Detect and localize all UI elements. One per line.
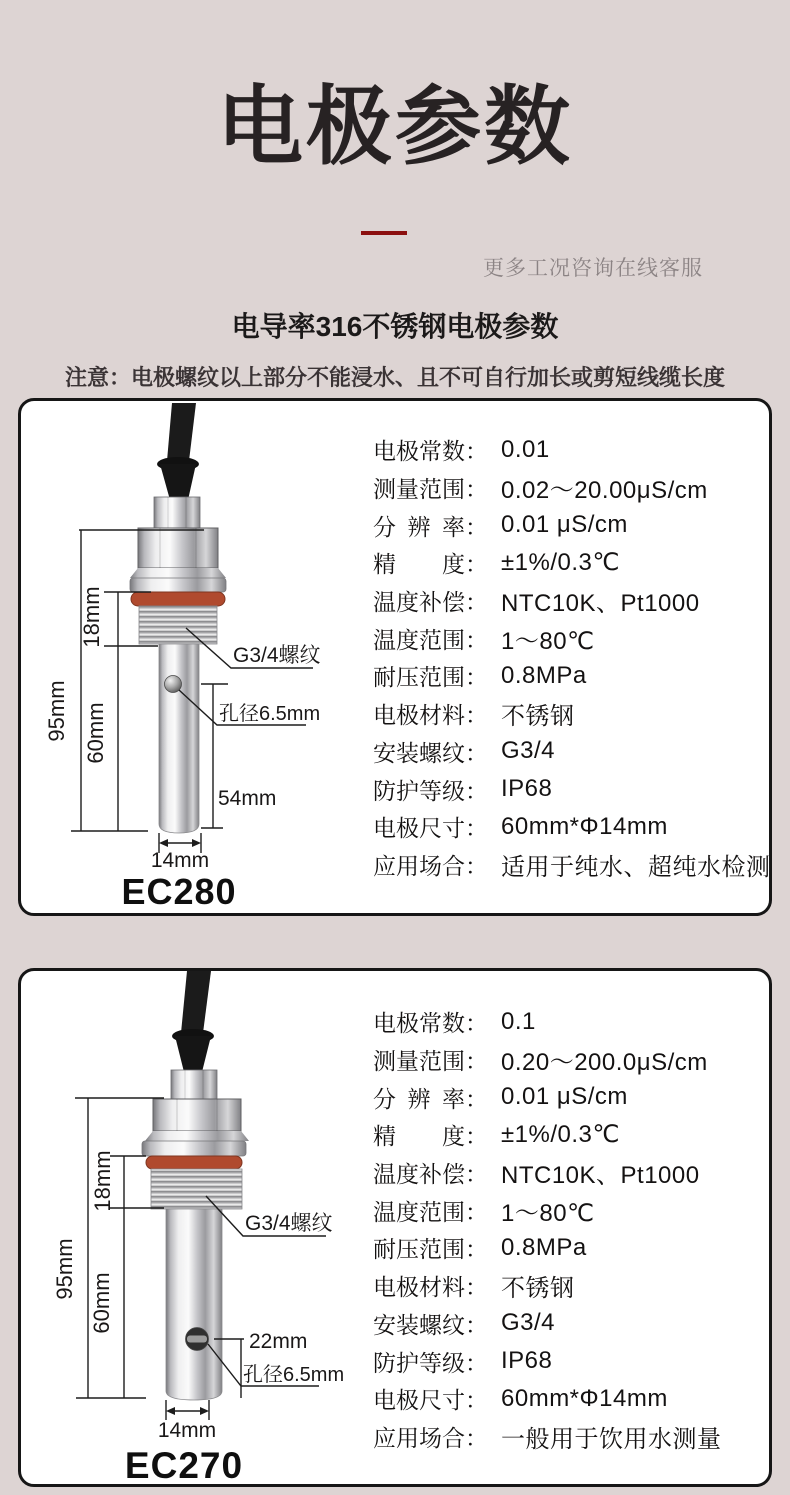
dimension-label-probe-length: 60mm xyxy=(83,702,108,764)
spec-list xyxy=(373,431,771,883)
spec-row xyxy=(373,431,771,469)
spec-label: 应用场合 xyxy=(373,852,465,879)
spec-row xyxy=(373,469,771,507)
o-ring xyxy=(131,592,225,606)
spec-colon: ： xyxy=(465,1161,488,1188)
spec-label: 精度 xyxy=(373,551,465,578)
spec-row xyxy=(373,657,771,695)
probe-hole xyxy=(165,676,182,693)
spec-label: 分辨率 xyxy=(373,1085,465,1112)
o-ring xyxy=(146,1156,242,1169)
spec-colon: ： xyxy=(465,513,488,540)
spec-value: 适用于纯水、超纯水检测 xyxy=(501,853,771,881)
spec-label: 电极常数 xyxy=(373,438,465,465)
hole-diameter-label: 孔径6.5mm xyxy=(219,703,321,725)
spec-colon: ： xyxy=(465,815,488,842)
spec-label: 电极尺寸 xyxy=(373,1387,465,1414)
spec-label: 电极材料 xyxy=(373,1274,465,1301)
probe-shaft xyxy=(166,1209,222,1400)
spec-row xyxy=(373,1229,722,1267)
spec-value: NTC10K、Pt1000 xyxy=(501,590,700,618)
spec-value: G3/4 xyxy=(501,737,556,765)
spec-row xyxy=(373,1041,722,1079)
spec-value: IP68 xyxy=(501,775,553,803)
spec-value: 0.8MPa xyxy=(501,661,587,689)
spec-value: NTC10K、Pt1000 xyxy=(501,1162,700,1190)
spec-row xyxy=(373,582,771,620)
thread-type-label: G3/4螺纹 xyxy=(233,644,321,667)
dimension-label-thread-section: 18mm xyxy=(79,586,104,648)
spec-row xyxy=(373,506,771,544)
spec-value: 60mm*Φ14mm xyxy=(501,1384,668,1412)
spec-row xyxy=(373,1267,722,1305)
spec-value: ±1%/0.3℃ xyxy=(501,549,620,577)
section-subtitle: 电导率316不锈钢电极参数 xyxy=(231,311,559,342)
spec-row xyxy=(373,733,771,771)
probe-shaft xyxy=(159,644,199,833)
model-name: EC280 xyxy=(121,871,237,912)
spec-value: 0.02～20.00μS/cm xyxy=(501,477,708,505)
dimension-label-thread-section: 18mm xyxy=(90,1150,115,1212)
spec-value: G3/4 xyxy=(501,1309,556,1337)
spec-value: 0.8MPa xyxy=(501,1233,587,1261)
electrode-diagram xyxy=(21,971,371,1486)
spec-colon: ： xyxy=(465,1198,488,1225)
spec-colon: ： xyxy=(465,1085,488,1112)
spec-label: 测量范围 xyxy=(373,1048,465,1075)
red-divider xyxy=(361,231,407,235)
product-card-ec280 xyxy=(18,398,772,916)
spec-label: 温度补偿 xyxy=(373,589,465,616)
spec-colon: ： xyxy=(465,1123,488,1150)
spec-label: 电极材料 xyxy=(373,702,465,729)
spec-label: 防护等级 xyxy=(373,777,465,804)
spec-row xyxy=(373,1154,722,1192)
spec-label: 分辨率 xyxy=(373,513,465,540)
spec-colon: ： xyxy=(465,664,488,691)
spec-label: 防护等级 xyxy=(373,1349,465,1376)
warning-text: 注意：电极螺纹以上部分不能浸水、且不可自行加长或剪短线缆长度 xyxy=(64,365,725,390)
spec-row xyxy=(373,619,771,657)
spec-colon: ： xyxy=(465,551,488,578)
spec-value: 1～80℃ xyxy=(501,1199,595,1227)
hole-diameter-label: 孔径6.5mm xyxy=(243,1364,345,1386)
spec-row xyxy=(373,544,771,582)
spec-colon: ： xyxy=(465,1349,488,1376)
spec-label: 耐压范围 xyxy=(373,1236,465,1263)
spec-label: 温度范围 xyxy=(373,626,465,653)
electrode-diagram xyxy=(21,401,371,916)
spec-row xyxy=(373,1116,722,1154)
spec-row xyxy=(373,770,771,808)
spec-list xyxy=(373,1003,722,1455)
spec-row xyxy=(373,846,771,884)
dimension-label-diameter: 14mm xyxy=(150,849,210,872)
spec-label: 精度 xyxy=(373,1123,465,1150)
spec-label: 电极常数 xyxy=(373,1010,465,1037)
spec-value: 不锈钢 xyxy=(501,1275,575,1303)
spec-label: 耐压范围 xyxy=(373,664,465,691)
page-title: 电极参数 xyxy=(217,79,573,175)
spec-value: 0.20～200.0μS/cm xyxy=(501,1049,708,1077)
thread-section xyxy=(139,606,217,644)
spec-value: 0.01 μS/cm xyxy=(501,1083,628,1111)
spec-label: 安装螺纹 xyxy=(373,1311,465,1338)
spec-value: 60mm*Φ14mm xyxy=(501,812,668,840)
spec-colon: ： xyxy=(465,589,488,616)
spec-colon: ： xyxy=(465,626,488,653)
spec-value: 不锈钢 xyxy=(501,703,575,731)
product-card-ec270 xyxy=(18,968,772,1487)
spec-row xyxy=(373,1078,722,1116)
spec-row xyxy=(373,695,771,733)
spec-colon: ： xyxy=(465,1387,488,1414)
spec-label: 安装螺纹 xyxy=(373,739,465,766)
spec-colon: ： xyxy=(465,852,488,879)
spec-label: 温度范围 xyxy=(373,1198,465,1225)
spec-label: 测量范围 xyxy=(373,476,465,503)
model-name: EC270 xyxy=(124,1445,244,1486)
spec-label: 电极尺寸 xyxy=(373,815,465,842)
service-note: 更多工况咨询在线客服 xyxy=(483,257,703,280)
spec-colon: ： xyxy=(465,1236,488,1263)
spec-value: ±1%/0.3℃ xyxy=(501,1121,620,1149)
spec-colon: ： xyxy=(465,1424,488,1451)
spec-colon: ： xyxy=(465,702,488,729)
spec-row xyxy=(373,1305,722,1343)
spec-colon: ： xyxy=(465,1274,488,1301)
spec-colon: ： xyxy=(465,1048,488,1075)
dimension-label-total: 95mm xyxy=(44,680,69,742)
spec-row xyxy=(373,1191,722,1229)
spec-value: 1～80℃ xyxy=(501,627,595,655)
dimension-label-probe-length: 60mm xyxy=(89,1272,114,1334)
spec-value: 0.01 xyxy=(501,435,550,463)
electrode-body-ec270 xyxy=(142,971,249,1400)
spec-row xyxy=(373,1342,722,1380)
dimension-label-diameter: 14mm xyxy=(157,1419,217,1442)
spec-label: 温度补偿 xyxy=(373,1161,465,1188)
spec-value: 一般用于饮用水测量 xyxy=(501,1425,722,1453)
spec-value: IP68 xyxy=(501,1347,553,1375)
spec-colon: ： xyxy=(465,739,488,766)
spec-colon: ： xyxy=(465,1311,488,1338)
spec-colon: ： xyxy=(465,438,488,465)
thread-section xyxy=(151,1169,242,1209)
dimension-label-hole-to-tip: 22mm xyxy=(249,1330,308,1353)
dimension-label-total: 95mm xyxy=(52,1238,77,1300)
spec-value: 0.01 μS/cm xyxy=(501,511,628,539)
spec-colon: ： xyxy=(465,1010,488,1037)
spec-row xyxy=(373,1003,722,1041)
spec-colon: ： xyxy=(465,777,488,804)
dimension-label-hole-to-tip: 54mm xyxy=(218,787,277,810)
spec-label: 应用场合 xyxy=(373,1424,465,1451)
spec-colon: ： xyxy=(465,476,488,503)
spec-row xyxy=(373,1380,722,1418)
spec-row xyxy=(373,808,771,846)
thread-type-label: G3/4螺纹 xyxy=(245,1212,333,1235)
spec-row xyxy=(373,1418,722,1456)
electrode-body-ec280 xyxy=(130,403,226,833)
spec-value: 0.1 xyxy=(501,1007,536,1035)
